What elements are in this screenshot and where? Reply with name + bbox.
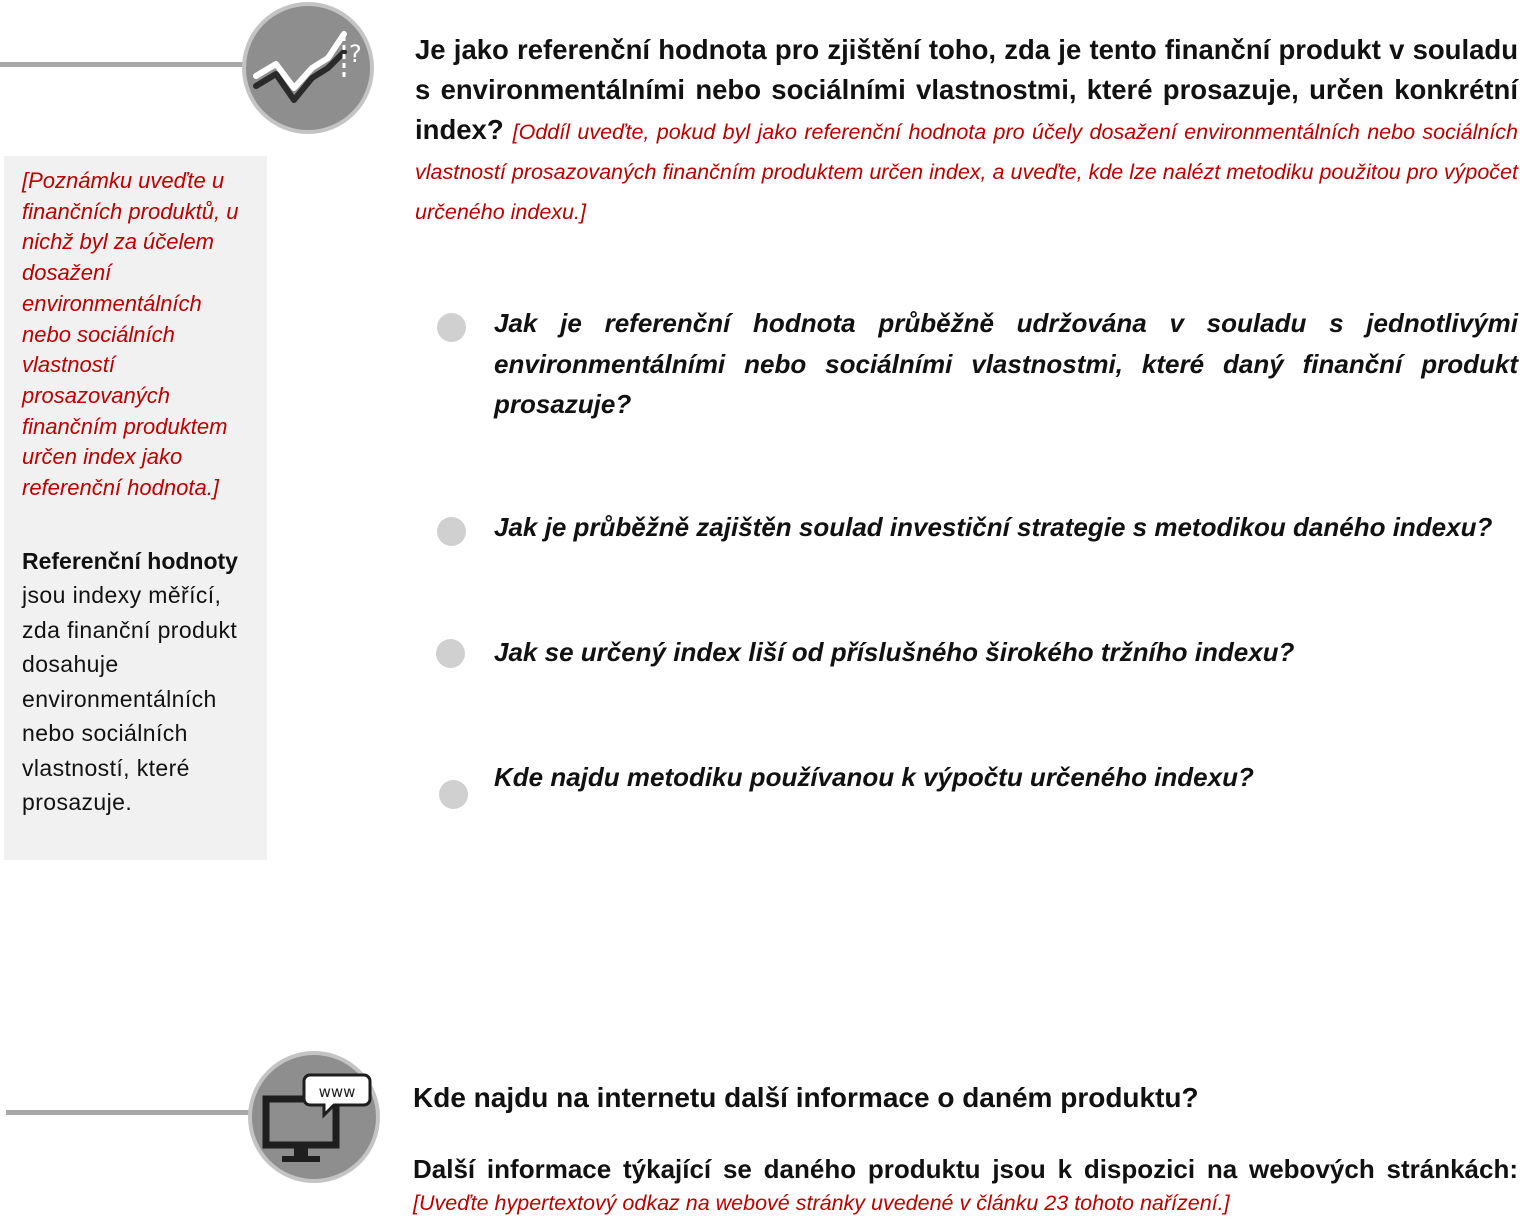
svg-text:?: ? — [349, 40, 362, 68]
sub-question-2: Jak je průběžně zajištěn soulad investiční strategie s metodikou daného indexu? — [494, 512, 1493, 542]
sub-question-4: Kde najdu metodiku používanou k výpočtu určeného indexu? — [494, 762, 1254, 792]
sidebar-note-box — [4, 156, 267, 860]
section-connector-line — [6, 1110, 256, 1115]
benchmark-question-block — [415, 30, 1518, 230]
svg-text:www: www — [318, 1083, 356, 1101]
bullet-icon — [439, 780, 468, 809]
bullet-icon — [437, 517, 466, 546]
chart-question-icon — [242, 2, 374, 134]
sidebar-instruction: [Poznámku uveďte u finančních produktů, u nichž byl za účelem dosažení environmentálních nebo sociálních vlastností prosazovaných finančním produktem určen index jako referenční hodnota.] — [22, 168, 239, 501]
benchmark-instruction: [Oddíl uveďte, pokud byl jako referenční hodnota pro účely dosažení environmentálních nebo sociálních vlastností prosazovaných finančním produktem určen index, a uveďte, kde lze nalézt metodiku použitou pro výpočet určeného indexu.] — [415, 120, 1519, 224]
bullet-icon — [436, 639, 465, 668]
web-info-text: Další informace týkající se daného produktu jsou k dispozici na webových stránkách: — [413, 1154, 1518, 1184]
benchmark-question: Je jako referenční hodnota pro zjištění toho, zda je tento finanční produkt v souladu s environmentálními nebo sociálními vlastnostmi, které prosazuje, určen konkrétní index? — [415, 34, 1518, 145]
sidebar-definition — [22, 544, 253, 820]
web-info-instruction: [Uveďte hypertextový odkaz na webové stránky uvedené v článku 23 tohoto nařízení.] — [413, 1191, 1230, 1215]
section-connector-line — [0, 62, 250, 67]
sidebar-definition-text: jsou indexy měřící, zda finanční produkt dosahuje environmentálních nebo sociálních vlastností, které prosazuje. — [22, 582, 238, 816]
bullet-icon — [437, 313, 466, 342]
www-monitor-icon — [248, 1051, 380, 1183]
sub-question-1: Jak je referenční hodnota průběžně udržována v souladu s jednotlivými environmentálními nebo sociálními vlastnostmi, které daný finanční produkt prosazuje? — [494, 308, 1518, 419]
web-info-question: Kde najdu na internetu další informace o daném produktu? — [413, 1082, 1199, 1113]
sidebar-term: Referenční hodnoty — [22, 547, 238, 574]
sub-question-3: Jak se určený index liší od příslušného širokého tržního indexu? — [494, 637, 1295, 667]
